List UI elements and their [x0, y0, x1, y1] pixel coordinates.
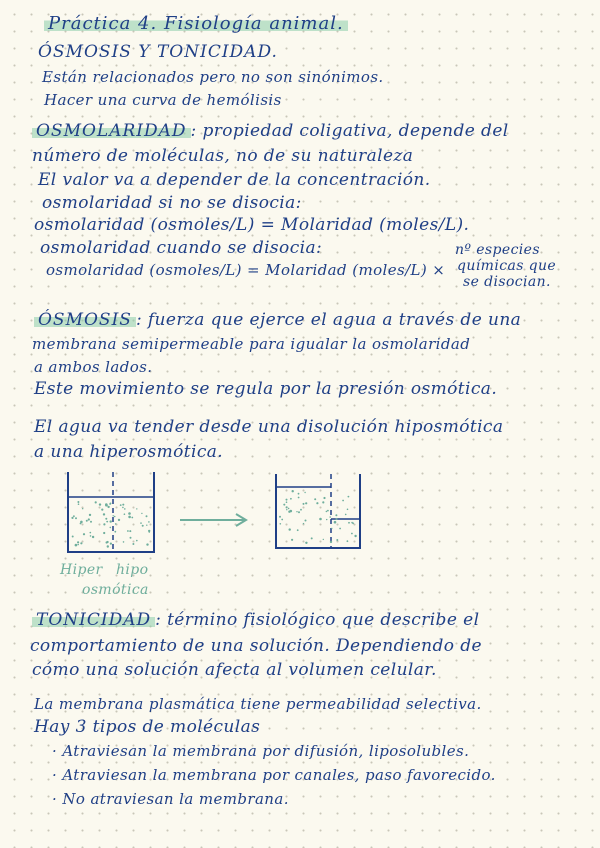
osmolaridad-formula: osmolaridad (osmoles/L) = Molaridad (moles/L). — [34, 215, 470, 235]
solute-particle — [148, 521, 150, 523]
solute-particle — [141, 513, 142, 514]
solute-particle — [86, 520, 88, 522]
solute-particle — [345, 514, 347, 516]
osmosis-term: ÓSMOSIS — [34, 310, 136, 330]
solute-particle — [286, 501, 288, 503]
solute-particle — [290, 498, 292, 500]
solute-particle — [300, 509, 302, 511]
osmolaridad-case: osmolaridad si no se disocia: — [42, 193, 302, 213]
list-item: · Atraviesan la membrana por canales, paso favorecido. — [52, 766, 496, 784]
solute-particle — [107, 545, 109, 547]
tonicidad-line: Hay 3 tipos de moléculas — [34, 717, 261, 737]
osmosis-line: a ambos lados. — [34, 358, 153, 376]
solute-particle — [292, 490, 294, 492]
solute-particle — [90, 532, 92, 534]
solute-particle — [77, 544, 79, 546]
solute-particle — [136, 508, 137, 509]
solute-particle — [286, 509, 287, 510]
solute-particle — [115, 523, 117, 525]
solute-particle — [280, 523, 282, 525]
solute-particle — [327, 510, 329, 512]
solute-particle — [146, 543, 148, 545]
page-title: Práctica 4. Fisiología animal. — [44, 14, 348, 34]
species-note: nº especies — [455, 242, 540, 258]
osmolaridad-definition: OSMOLARIDAD : propiedad coligativa, depende del — [32, 121, 509, 141]
solute-particle — [78, 503, 80, 505]
osmolaridad-line: El valor va a depender de la concentración. — [38, 170, 431, 190]
osmosis-line: a una hiperosmótica. — [34, 442, 224, 462]
page-subtitle: ÓSMOSIS Y TONICIDAD. — [38, 42, 278, 62]
solute-particle — [110, 520, 112, 522]
solute-particle — [103, 513, 105, 515]
solute-particle — [71, 517, 73, 519]
solute-particle — [304, 492, 305, 493]
solute-particle — [88, 518, 90, 520]
solute-particle — [113, 515, 114, 516]
solute-particle — [114, 516, 116, 518]
solute-particle — [72, 536, 74, 538]
solute-particle — [347, 509, 349, 511]
solute-particles — [71, 501, 150, 548]
label-hipo: hipo — [116, 562, 149, 578]
solute-particle — [286, 499, 288, 501]
solute-particle — [305, 520, 307, 522]
solute-particle — [90, 535, 92, 537]
solute-particle — [105, 518, 107, 520]
solute-particle — [279, 516, 281, 518]
solute-particle — [105, 503, 108, 506]
solute-particle — [80, 542, 82, 544]
solute-particle — [316, 502, 318, 504]
solute-particle — [131, 517, 133, 519]
tonicidad-line: La membrana plasmática tiene permeabilidad selectiva. — [34, 695, 482, 713]
solute-particle — [75, 544, 78, 547]
solute-particle — [291, 539, 293, 541]
solute-particle — [323, 539, 324, 540]
species-note: químicas que — [457, 258, 557, 274]
solute-particle — [118, 519, 120, 521]
beaker-before — [68, 472, 154, 552]
solute-particle — [319, 518, 322, 521]
solute-particle — [128, 516, 131, 519]
solute-particle — [286, 506, 288, 508]
osmolaridad-line: número de moléculas, no de su naturaleza — [32, 146, 414, 166]
solute-particle — [120, 504, 122, 506]
solute-particle — [114, 531, 116, 533]
solute-particle — [336, 518, 338, 520]
solute-particle — [330, 541, 332, 543]
solute-particle — [123, 541, 125, 543]
solute-particle — [95, 501, 97, 503]
solute-particle — [348, 496, 350, 498]
solute-particle — [110, 543, 112, 545]
solute-particle — [110, 527, 112, 529]
solute-particle — [283, 504, 285, 506]
solute-particle — [351, 522, 353, 524]
solute-particles — [279, 490, 357, 544]
solute-particle — [129, 530, 131, 532]
solute-particle — [101, 509, 103, 511]
solute-particle — [103, 532, 105, 534]
label-hiper: Hiper — [60, 562, 103, 578]
solute-particle — [347, 540, 349, 542]
solute-particle — [124, 508, 126, 510]
solute-particle — [289, 528, 291, 530]
solute-particle — [77, 501, 79, 503]
solute-particle — [82, 508, 83, 509]
list-item: · No atraviesan la membrana. — [52, 790, 289, 808]
header-note: Hacer una curva de hemólisis — [44, 91, 282, 109]
solute-particle — [83, 533, 85, 535]
solute-particle — [305, 542, 307, 544]
solute-particle — [77, 541, 79, 543]
tonicidad-line: comportamiento de una solución. Dependiendo de — [30, 636, 482, 656]
species-note: se disocian. — [463, 274, 551, 290]
solute-particle — [303, 503, 305, 505]
solute-particle — [334, 521, 337, 524]
solute-particle — [127, 530, 129, 532]
solute-particle — [281, 519, 283, 521]
label-osmotica: osmótica — [82, 582, 149, 598]
solute-particle — [298, 497, 300, 499]
solute-particle — [290, 510, 293, 513]
solute-particle — [142, 525, 144, 527]
solute-particle — [106, 521, 108, 523]
solute-particle — [75, 517, 77, 519]
list-item: · Atraviesan la membrana por difusión, liposolubles. — [52, 742, 470, 760]
solute-particle — [106, 541, 108, 543]
solute-particle — [103, 523, 105, 525]
solute-particle — [128, 512, 131, 515]
solute-particle — [298, 511, 300, 513]
tonicidad-term: TONICIDAD — [32, 610, 155, 630]
solute-particle — [130, 537, 132, 539]
solute-particle — [314, 498, 316, 500]
osmosis-line: Este movimiento se regula por la presión osmótica. — [34, 379, 498, 399]
osmosis-line: El agua va tender desde una disolución hiposmótica — [34, 417, 504, 437]
solute-particle — [322, 501, 324, 503]
solute-particle — [288, 508, 290, 510]
solute-particle — [354, 535, 356, 537]
solute-particle — [122, 504, 124, 506]
solute-particle — [335, 514, 337, 516]
solute-particle — [124, 513, 126, 515]
solute-particle — [149, 531, 151, 533]
solute-particle — [348, 522, 350, 524]
solute-particle — [326, 519, 327, 520]
osmolaridad-case: osmolaridad cuando se disocia: — [40, 238, 323, 258]
tonicidad-line: cómo una solución afecta al volumen celular. — [32, 660, 437, 680]
solute-particle — [107, 506, 109, 508]
solute-particle — [339, 528, 341, 530]
solute-particle — [351, 533, 353, 535]
solute-particle — [136, 540, 138, 542]
arrow-icon — [180, 514, 246, 526]
solute-particle — [326, 511, 328, 513]
solute-particle — [305, 502, 307, 504]
solute-particle — [311, 537, 313, 539]
solute-particle — [132, 543, 134, 545]
solute-particle — [80, 523, 82, 525]
solute-particle — [296, 511, 297, 512]
solute-particle — [342, 500, 344, 502]
osmolaridad-term: OSMOLARIDAD — [32, 121, 191, 141]
solute-particle — [122, 507, 124, 509]
solute-particle — [331, 528, 332, 529]
solute-particle — [90, 521, 92, 523]
osmosis-line: membrana semipermeable para igualar la osmolaridad — [32, 335, 471, 353]
solute-particle — [92, 536, 94, 538]
solute-particle — [140, 522, 142, 524]
solute-particle — [99, 503, 101, 505]
tonicidad-definition: TONICIDAD : término fisiológico que describe el — [32, 610, 479, 630]
solute-particle — [109, 503, 111, 505]
solute-particle — [303, 523, 304, 524]
solute-particle — [89, 514, 91, 516]
solute-particle — [146, 525, 147, 526]
solute-particle — [297, 529, 299, 531]
solute-particle — [336, 539, 338, 541]
header-note: Están relacionados pero no son sinónimos. — [42, 68, 384, 86]
osmosis-definition: ÓSMOSIS : fuerza que ejerce el agua a través de una — [34, 310, 521, 330]
osmolaridad-formula: osmolaridad (osmoles/L) = Molaridad (moles/L) × — [46, 261, 446, 279]
solute-particle — [323, 497, 325, 499]
solute-particle — [146, 515, 148, 517]
solute-particle — [73, 515, 75, 517]
solute-particle — [329, 516, 331, 518]
solute-particle — [298, 493, 300, 495]
